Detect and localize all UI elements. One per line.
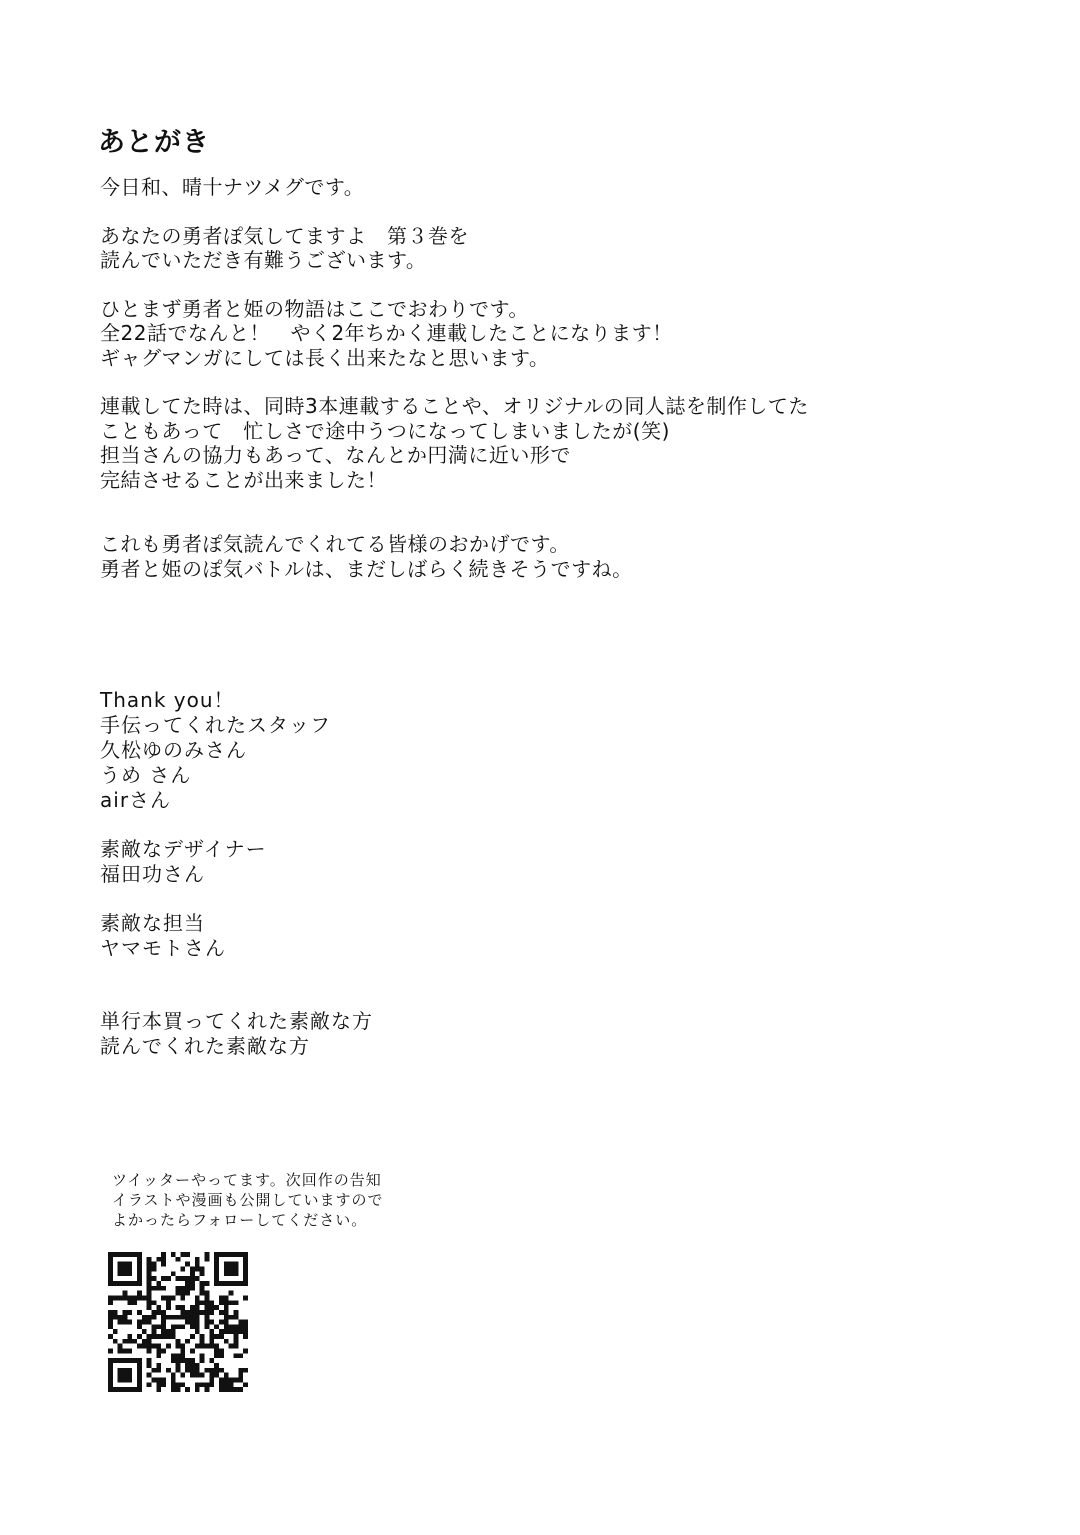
paragraph-serialization: 連載してた時は、同時3本連載することや、オリジナルの同人誌を制作してた こともあって 忙しさで途中うつになってしまいましたが(笑) 担当さんの協力もあって、なんとか円満に近い形で 完結させることが出来ました！ [100,394,809,492]
paragraph-greeting: 今日和、晴十ナツメグです。 [100,175,365,199]
credits-readers: 単行本買ってくれた素敵な方 読んでくれた素敵な方 [100,1009,373,1058]
twitter-note: ツイッターやってます。次回作の告知 イラストや漫画も公開していますので よかったらフォローしてください。 [112,1171,384,1229]
paragraph-story-end: ひとまず勇者と姫の物語はここでおわりです。 全22話でなんと！ やく2年ちかく連載したことになります！ ギャグマンガにしては長く出来たなと思います。 [100,296,673,370]
credits-section [100,688,700,1059]
afterword-body [100,175,1000,581]
paragraph-readers: これも勇者ぽ気読んでくれてる皆様のおかげです。 勇者と姫のぽ気バトルは、まだしばらく続きそうですね。 [100,532,633,581]
credits-editor: 素敵な担当 ヤマモトさん [100,911,226,960]
credits-staff: Thank you！ 手伝ってくれたスタッフ 久松ゆのみさん うめ さん airさん [100,688,331,812]
credits-designer: 素敵なデザイナー 福田功さん [100,837,267,886]
qr-code-icon[interactable] [108,1252,248,1392]
paragraph-thanks: あなたの勇者ぽ気してますよ 第３巻を 読んでいただき有難うございます。 [100,223,469,272]
page-title: あとがき [98,127,210,158]
